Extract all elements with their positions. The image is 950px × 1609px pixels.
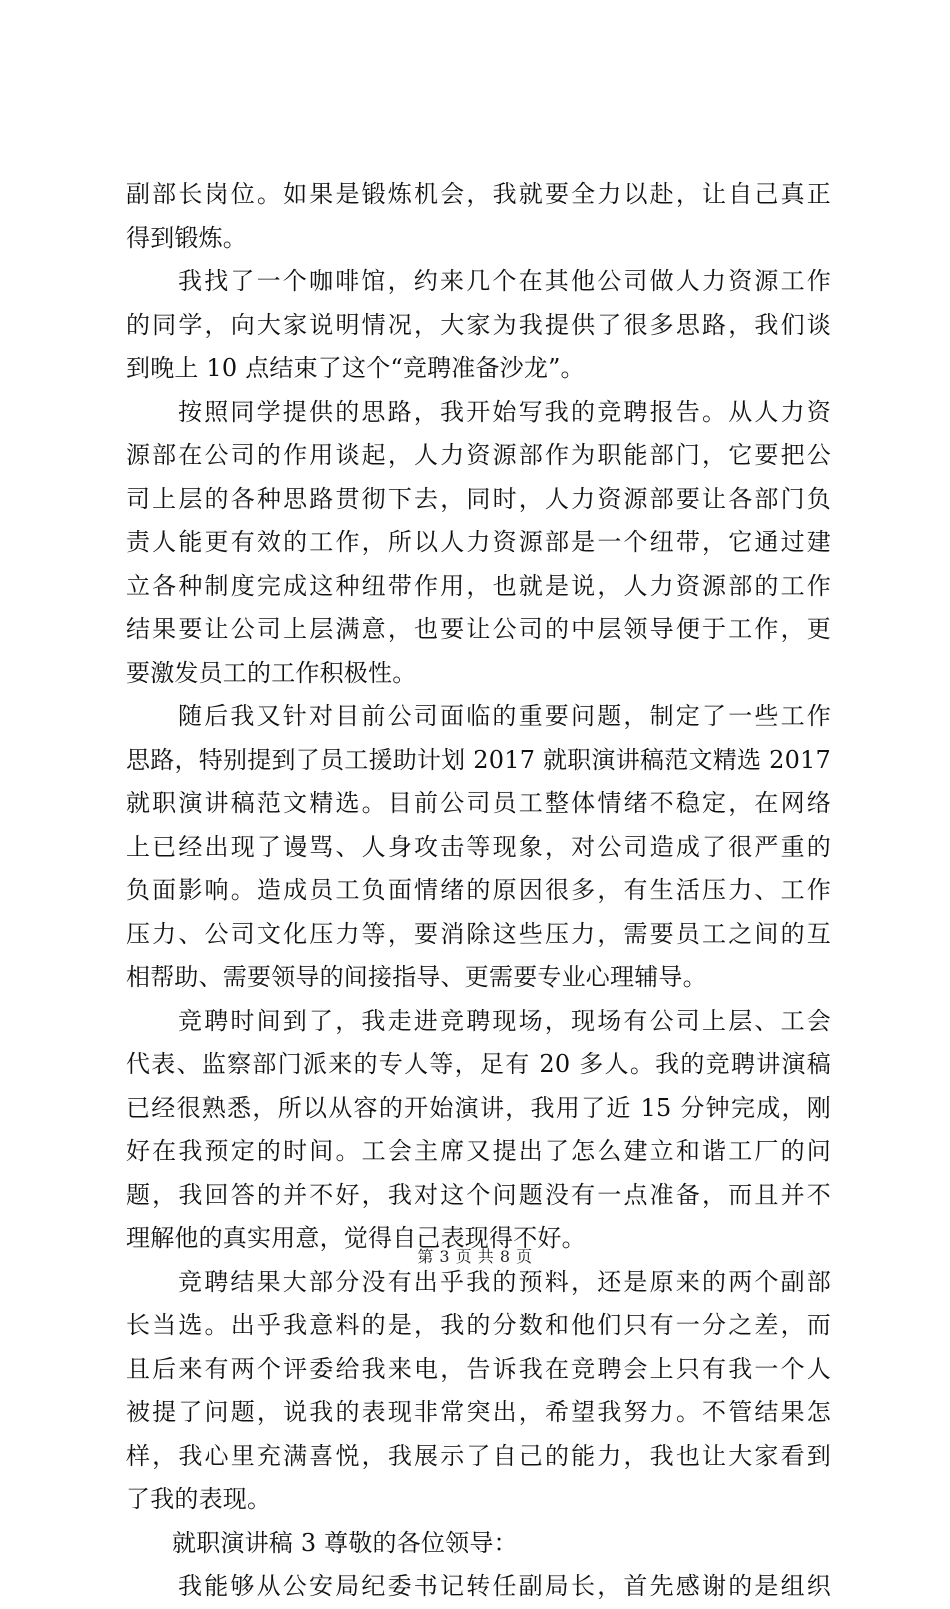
text-line: 相帮助、需要领导的间接指导、更需要专业心理辅导。 — [126, 963, 707, 991]
text-line: 被提了问题，说我的表现非常突出，希望我努力。不管结果怎 — [126, 1398, 831, 1426]
paragraph-start-line: 竞聘时间到了，我走进竞聘现场，现场有公司上层、工会 — [178, 1006, 831, 1035]
paragraph-start-line: 按照同学提供的思路，我开始写我的竞聘报告。从人力资 — [178, 397, 831, 426]
text-line: 上已经出现了谩骂、人身攻击等现象，对公司造成了很严重的 — [126, 832, 831, 861]
text-line: 样，我心里充满喜悦，我展示了自己的能力，我也让大家看到 — [126, 1441, 831, 1470]
text-line: 到晚上 10 点结束了这个“竞聘准备沙龙”。 — [126, 354, 585, 382]
text-line: 要激发员工的工作积极性。 — [126, 658, 417, 687]
text-line: 副部长岗位。如果是锻炼机会，我就要全力以赴，让自己真正 — [126, 180, 831, 208]
text-line: 已经很熟悉，所以从容的开始演讲，我用了近 15 分钟完成，刚 — [126, 1093, 831, 1122]
text-line: 了我的表现。 — [126, 1485, 272, 1513]
document-body — [126, 173, 831, 1609]
text-line: 代表、监察部门派来的专人等，足有 20 多人。我的竞聘讲演稿 — [126, 1050, 831, 1078]
text-line: 好在我预定的时间。工会主席又提出了怎么建立和谐工厂的问 — [126, 1137, 831, 1165]
text-line: 的同学，向大家说明情况，大家为我提供了很多思路，我们谈 — [126, 310, 831, 339]
text-line: 立各种制度完成这种纽带作用，也就是说，人力资源部的工作 — [126, 571, 831, 600]
text-line: 且后来有两个评委给我来电，告诉我在竞聘会上只有我一个人 — [126, 1354, 831, 1383]
text-line: 司上层的各种思路贯彻下去，同时，人力资源部要让各部门负 — [126, 484, 831, 513]
paragraph-start-line: 竞聘结果大部分没有出乎我的预料，还是原来的两个副部 — [178, 1267, 831, 1296]
text-line: 长当选。出乎我意料的是，我的分数和他们只有一分之差，而 — [126, 1311, 831, 1339]
paragraph-start-line: 我能够从公安局纪委书记转任副局长，首先感谢的是组织 — [178, 1572, 831, 1600]
text-line: 题，我回答的并不好，我对这个问题没有一点准备，而且并不 — [126, 1180, 831, 1209]
text-line: 责人能更有效的工作，所以人力资源部是一个纽带，它通过建 — [126, 528, 831, 556]
paragraph-start-line: 我找了一个咖啡馆，约来几个在其他公司做人力资源工作 — [178, 267, 831, 295]
text-line: 思路，特别提到了员工援助计划 2017 就职演讲稿范文精选 2017 — [126, 745, 831, 774]
text-line: 理解他的真实用意，觉得自己表现得不好。 — [126, 1224, 586, 1252]
section-heading-line: 就职演讲稿 3 尊敬的各位领导： — [172, 1528, 518, 1557]
text-line: 就职演讲稿范文精选。目前公司员工整体情绪不稳定，在网络 — [126, 789, 831, 817]
text-line: 得到锻炼。 — [126, 223, 247, 252]
page-number: 第 3 页 共 8 页 — [417, 1247, 533, 1266]
text-line: 负面影响。造成员工负面情绪的原因很多，有生活压力、工作 — [126, 876, 831, 904]
text-line: 源部在公司的作用谈起，人力资源部作为职能部门，它要把公 — [126, 441, 831, 469]
text-line: 结果要让公司上层满意，也要让公司的中层领导便于工作，更 — [126, 615, 831, 643]
text-line: 压力、公司文化压力等，要消除这些压力，需要员工之间的互 — [126, 919, 831, 948]
paragraph-start-line: 随后我又针对目前公司面临的重要问题，制定了一些工作 — [178, 702, 831, 730]
